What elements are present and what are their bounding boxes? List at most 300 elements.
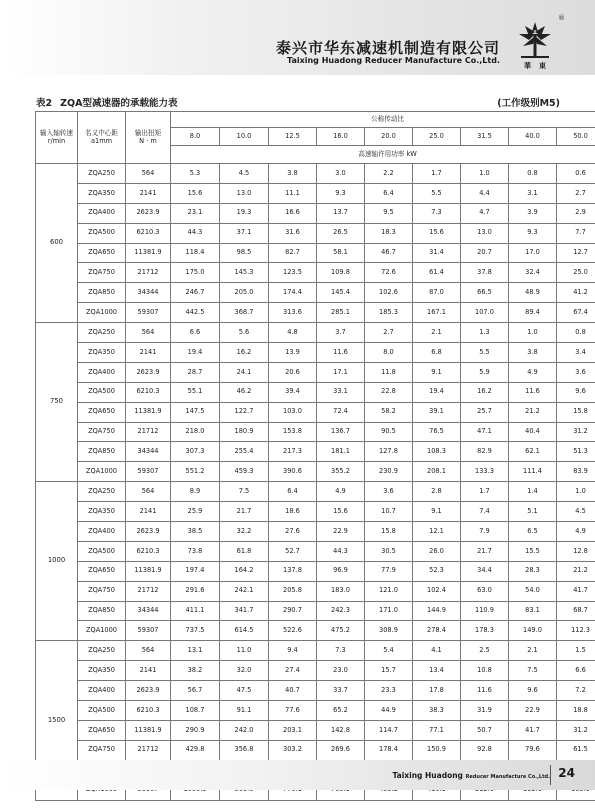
- power-cell: 62.1: [509, 442, 557, 462]
- power-cell: 6.5: [509, 522, 557, 542]
- power-cell: 6.4: [365, 183, 413, 203]
- power-cell: 39.1: [413, 402, 461, 422]
- power-cell: 171.0: [365, 601, 413, 621]
- power-cell: 47.1: [461, 422, 509, 442]
- table-row: [36, 402, 595, 422]
- power-cell: 23.1: [171, 203, 220, 223]
- power-cell: 16.6: [269, 203, 317, 223]
- power-cell: 123.5: [269, 263, 317, 283]
- power-cell: 9.1: [413, 502, 461, 522]
- power-cell: 178.4: [365, 740, 413, 760]
- power-cell: 442.5: [171, 303, 220, 323]
- power-cell: 13.7: [317, 203, 365, 223]
- power-cell: 34.4: [461, 561, 509, 581]
- model-cell: ZQA500: [78, 382, 126, 402]
- power-cell: 21.2: [557, 561, 595, 581]
- company-logo-icon: [515, 20, 555, 72]
- power-cell: 108.7: [171, 701, 220, 721]
- torque-cell: 6210.3: [126, 541, 171, 561]
- power-cell: 73.8: [171, 541, 220, 561]
- power-cell: 13.0: [461, 223, 509, 243]
- model-cell: ZQA350: [78, 183, 126, 203]
- power-cell: 32.4: [509, 263, 557, 283]
- table-row: [36, 561, 595, 581]
- power-cell: 285.1: [317, 303, 365, 323]
- power-cell: 13.1: [171, 641, 220, 661]
- power-cell: 1.5: [557, 641, 595, 661]
- model-cell: ZQA750: [78, 422, 126, 442]
- torque-cell: 6210.3: [126, 382, 171, 402]
- power-cell: 91.1: [220, 701, 269, 721]
- table-row: [36, 442, 595, 462]
- power-cell: 82.9: [461, 442, 509, 462]
- power-cell: 54.0: [509, 581, 557, 601]
- power-cell: 145.3: [220, 263, 269, 283]
- power-cell: 44.3: [171, 223, 220, 243]
- power-cell: 133.3: [461, 462, 509, 482]
- power-cell: 61.4: [413, 263, 461, 283]
- power-cell: 11.1: [269, 183, 317, 203]
- power-cell: 218.0: [171, 422, 220, 442]
- power-cell: 16.2: [461, 382, 509, 402]
- power-cell: 76.5: [413, 422, 461, 442]
- power-cell: 12.7: [557, 243, 595, 263]
- header-torque: 输出扭矩 N · m: [126, 112, 171, 164]
- power-cell: 38.2: [171, 661, 220, 681]
- speed-cell: 600: [36, 164, 78, 323]
- power-cell: 83.9: [557, 462, 595, 482]
- power-cell: 2.8: [413, 482, 461, 502]
- speed-cell: 1500: [36, 641, 78, 800]
- power-cell: 20.6: [269, 362, 317, 382]
- power-cell: 137.8: [269, 561, 317, 581]
- power-cell: 39.4: [269, 382, 317, 402]
- table-row: [36, 283, 595, 303]
- power-cell: 89.4: [509, 303, 557, 323]
- registered-mark: ®: [558, 14, 565, 22]
- model-cell: ZQA250: [78, 164, 126, 184]
- power-cell: 3.0: [317, 164, 365, 184]
- power-cell: 18.3: [365, 223, 413, 243]
- logo-text-right: 東: [539, 62, 546, 70]
- power-cell: 9.3: [509, 223, 557, 243]
- power-cell: 136.7: [317, 422, 365, 442]
- header-power: 高速轴许用功率 kW: [171, 146, 595, 164]
- model-cell: ZQA1000: [78, 303, 126, 323]
- power-cell: 4.9: [557, 522, 595, 542]
- table-row: [36, 621, 595, 641]
- model-cell: ZQA400: [78, 203, 126, 223]
- power-cell: 22.9: [317, 522, 365, 542]
- power-cell: 290.7: [269, 601, 317, 621]
- power-cell: 12.8: [557, 541, 595, 561]
- table-row: [36, 362, 595, 382]
- power-cell: 368.7: [220, 303, 269, 323]
- power-cell: 12.1: [413, 522, 461, 542]
- torque-cell: 21712: [126, 581, 171, 601]
- torque-cell: 2623.9: [126, 203, 171, 223]
- table-number: 表2: [36, 98, 53, 109]
- power-cell: 107.0: [461, 303, 509, 323]
- power-cell: 31.4: [413, 243, 461, 263]
- table-body: [36, 112, 595, 801]
- ratio-cell: 25.0: [413, 128, 461, 146]
- power-cell: 2.1: [413, 323, 461, 343]
- torque-cell: 2141: [126, 343, 171, 363]
- table-row: [36, 343, 595, 363]
- power-cell: 183.0: [317, 581, 365, 601]
- table-row: [36, 482, 595, 502]
- torque-cell: 564: [126, 482, 171, 502]
- power-cell: 65.2: [317, 701, 365, 721]
- power-cell: 3.1: [509, 183, 557, 203]
- power-cell: 108.3: [413, 442, 461, 462]
- model-cell: ZQA500: [78, 541, 126, 561]
- power-cell: 46.7: [365, 243, 413, 263]
- power-cell: 6.6: [557, 661, 595, 681]
- power-cell: 197.4: [171, 561, 220, 581]
- table-row: [36, 303, 595, 323]
- power-cell: 269.6: [317, 740, 365, 760]
- power-cell: 48.9: [509, 283, 557, 303]
- model-cell: ZQA750: [78, 740, 126, 760]
- power-cell: 6.8: [413, 343, 461, 363]
- torque-cell: 34344: [126, 283, 171, 303]
- power-cell: 18.6: [269, 502, 317, 522]
- model-cell: ZQA400: [78, 522, 126, 542]
- power-cell: 7.2: [557, 681, 595, 701]
- power-cell: 9.3: [317, 183, 365, 203]
- power-cell: 153.8: [269, 422, 317, 442]
- torque-cell: 11381.9: [126, 720, 171, 740]
- ratio-cell: 40.0: [509, 128, 557, 146]
- power-cell: 356.8: [220, 740, 269, 760]
- power-cell: 242.1: [220, 581, 269, 601]
- power-cell: 21.7: [220, 502, 269, 522]
- power-cell: 32.0: [220, 661, 269, 681]
- torque-cell: 6210.3: [126, 223, 171, 243]
- power-cell: 9.1: [413, 362, 461, 382]
- table-row: [36, 203, 595, 223]
- power-cell: 737.5: [171, 621, 220, 641]
- power-cell: 11.0: [220, 641, 269, 661]
- power-cell: 5.1: [509, 502, 557, 522]
- ratio-cell: 50.0: [557, 128, 595, 146]
- table-title: ZQA型减速器的承载能力表: [60, 98, 178, 109]
- model-cell: ZQA850: [78, 442, 126, 462]
- power-cell: 2.7: [557, 183, 595, 203]
- power-cell: 185.3: [365, 303, 413, 323]
- table-row: [36, 243, 595, 263]
- power-cell: 22.9: [509, 701, 557, 721]
- table-row: [36, 740, 595, 760]
- power-cell: 44.9: [365, 701, 413, 721]
- power-cell: 475.2: [317, 621, 365, 641]
- model-cell: ZQA400: [78, 362, 126, 382]
- power-cell: 56.7: [171, 681, 220, 701]
- torque-cell: 21712: [126, 263, 171, 283]
- footer-company: [393, 771, 550, 780]
- power-cell: 55.1: [171, 382, 220, 402]
- power-cell: 3.9: [509, 203, 557, 223]
- torque-cell: 11381.9: [126, 561, 171, 581]
- torque-cell: 2623.9: [126, 681, 171, 701]
- work-grade: (工作级别M5): [497, 98, 560, 109]
- ratio-cell: 8.0: [171, 128, 220, 146]
- table-row: [36, 422, 595, 442]
- power-cell: 26.5: [317, 223, 365, 243]
- capacity-table: [35, 111, 595, 801]
- power-cell: 23.3: [365, 681, 413, 701]
- power-cell: 66.5: [461, 283, 509, 303]
- power-cell: 429.8: [171, 740, 220, 760]
- power-cell: 174.4: [269, 283, 317, 303]
- power-cell: 9.4: [269, 641, 317, 661]
- power-cell: 25.7: [461, 402, 509, 422]
- power-cell: 7.3: [413, 203, 461, 223]
- power-cell: 77.9: [365, 561, 413, 581]
- model-cell: ZQA500: [78, 223, 126, 243]
- power-cell: 1.7: [413, 164, 461, 184]
- torque-cell: 21712: [126, 740, 171, 760]
- power-cell: 109.8: [317, 263, 365, 283]
- power-cell: 208.1: [413, 462, 461, 482]
- power-cell: 8.0: [365, 343, 413, 363]
- power-cell: 1.0: [509, 323, 557, 343]
- power-cell: 2.7: [365, 323, 413, 343]
- power-cell: 4.1: [413, 641, 461, 661]
- power-cell: 122.7: [220, 402, 269, 422]
- power-cell: 290.9: [171, 720, 220, 740]
- model-cell: ZQA650: [78, 243, 126, 263]
- torque-cell: 2141: [126, 502, 171, 522]
- power-cell: 13.0: [220, 183, 269, 203]
- power-cell: 180.9: [220, 422, 269, 442]
- footer-company-small: Reducer Manufacture Co.,Ltd.: [465, 774, 550, 780]
- power-cell: 142.8: [317, 720, 365, 740]
- power-cell: 46.2: [220, 382, 269, 402]
- power-cell: 1.4: [509, 482, 557, 502]
- power-cell: 103.0: [269, 402, 317, 422]
- header-ratio: 公称传动比: [171, 112, 595, 128]
- power-cell: 4.9: [317, 482, 365, 502]
- power-cell: 205.0: [220, 283, 269, 303]
- power-cell: 4.9: [509, 362, 557, 382]
- power-cell: 15.6: [413, 223, 461, 243]
- power-cell: 2.5: [461, 641, 509, 661]
- power-cell: 242.3: [317, 601, 365, 621]
- power-cell: 111.4: [509, 462, 557, 482]
- table-row: [36, 263, 595, 283]
- model-cell: ZQA650: [78, 402, 126, 422]
- power-cell: 255.4: [220, 442, 269, 462]
- power-cell: 96.9: [317, 561, 365, 581]
- power-cell: 19.4: [171, 343, 220, 363]
- power-cell: 7.5: [220, 482, 269, 502]
- torque-cell: 59307: [126, 621, 171, 641]
- power-cell: 147.5: [171, 402, 220, 422]
- power-cell: 6.6: [171, 323, 220, 343]
- power-cell: 72.6: [365, 263, 413, 283]
- torque-cell: 11381.9: [126, 402, 171, 422]
- model-cell: ZQA650: [78, 720, 126, 740]
- power-cell: 1.0: [461, 164, 509, 184]
- power-cell: 16.2: [220, 343, 269, 363]
- power-cell: 11.6: [317, 343, 365, 363]
- power-cell: 112.3: [557, 621, 595, 641]
- torque-cell: 59307: [126, 462, 171, 482]
- power-cell: 44.3: [317, 541, 365, 561]
- power-cell: 13.4: [413, 661, 461, 681]
- power-cell: 313.6: [269, 303, 317, 323]
- power-cell: 114.7: [365, 720, 413, 740]
- power-cell: 459.3: [220, 462, 269, 482]
- power-cell: 40.4: [509, 422, 557, 442]
- torque-cell: 2141: [126, 661, 171, 681]
- power-cell: 21.2: [509, 402, 557, 422]
- power-cell: 127.8: [365, 442, 413, 462]
- table-row: [36, 502, 595, 522]
- power-cell: 390.6: [269, 462, 317, 482]
- power-cell: 5.6: [220, 323, 269, 343]
- power-cell: 17.1: [317, 362, 365, 382]
- power-cell: 30.5: [365, 541, 413, 561]
- power-cell: 3.7: [317, 323, 365, 343]
- power-cell: 5.9: [461, 362, 509, 382]
- power-cell: 90.5: [365, 422, 413, 442]
- power-cell: 28.7: [171, 362, 220, 382]
- power-cell: 63.0: [461, 581, 509, 601]
- torque-cell: 564: [126, 323, 171, 343]
- power-cell: 92.8: [461, 740, 509, 760]
- power-cell: 19.4: [413, 382, 461, 402]
- power-cell: 2.9: [557, 203, 595, 223]
- power-cell: 31.6: [269, 223, 317, 243]
- power-cell: 9.6: [557, 382, 595, 402]
- power-cell: 15.8: [365, 522, 413, 542]
- torque-cell: 34344: [126, 442, 171, 462]
- power-cell: 7.3: [317, 641, 365, 661]
- logo-text-left: 華: [524, 62, 531, 70]
- power-cell: 1.7: [461, 482, 509, 502]
- power-cell: 242.0: [220, 720, 269, 740]
- power-cell: 0.8: [557, 323, 595, 343]
- power-cell: 3.8: [269, 164, 317, 184]
- speed-cell: 750: [36, 323, 78, 482]
- power-cell: 41.7: [557, 581, 595, 601]
- torque-cell: 2623.9: [126, 362, 171, 382]
- power-cell: 26.0: [413, 541, 461, 561]
- model-cell: ZQA650: [78, 561, 126, 581]
- torque-cell: 59307: [126, 303, 171, 323]
- model-cell: ZQA850: [78, 283, 126, 303]
- power-cell: 2.1: [509, 641, 557, 661]
- power-cell: 4.8: [269, 323, 317, 343]
- power-cell: 10.7: [365, 502, 413, 522]
- power-cell: 38.5: [171, 522, 220, 542]
- power-cell: 144.9: [413, 601, 461, 621]
- power-cell: 17.0: [509, 243, 557, 263]
- model-cell: ZQA1000: [78, 621, 126, 641]
- power-cell: 145.4: [317, 283, 365, 303]
- power-cell: 551.2: [171, 462, 220, 482]
- torque-cell: 34344: [126, 601, 171, 621]
- torque-cell: 11381.9: [126, 243, 171, 263]
- power-cell: 178.3: [461, 621, 509, 641]
- company-name-cn: 泰兴市华东减速机制造有限公司: [275, 39, 500, 57]
- power-cell: 10.8: [461, 661, 509, 681]
- power-cell: 230.9: [365, 462, 413, 482]
- power-cell: 4.5: [220, 164, 269, 184]
- power-cell: 205.8: [269, 581, 317, 601]
- power-cell: 522.6: [269, 621, 317, 641]
- ratio-cell: 20.0: [365, 128, 413, 146]
- power-cell: 77.6: [269, 701, 317, 721]
- model-cell: ZQA400: [78, 681, 126, 701]
- power-cell: 52.3: [413, 561, 461, 581]
- table-row: [36, 681, 595, 701]
- power-cell: 20.7: [461, 243, 509, 263]
- power-cell: 11.6: [461, 681, 509, 701]
- power-cell: 203.1: [269, 720, 317, 740]
- table-row: [36, 223, 595, 243]
- table-row: [36, 323, 595, 343]
- power-cell: 37.8: [461, 263, 509, 283]
- table-row: [36, 541, 595, 561]
- power-cell: 4.4: [461, 183, 509, 203]
- power-cell: 87.0: [413, 283, 461, 303]
- ratio-cell: 12.5: [269, 128, 317, 146]
- table-row: [36, 164, 595, 184]
- power-cell: 341.7: [220, 601, 269, 621]
- power-cell: 51.3: [557, 442, 595, 462]
- model-cell: ZQA500: [78, 701, 126, 721]
- ratio-cell: 10.0: [220, 128, 269, 146]
- power-cell: 1.0: [557, 482, 595, 502]
- power-cell: 72.4: [317, 402, 365, 422]
- model-cell: ZQA1000: [78, 462, 126, 482]
- torque-cell: 2141: [126, 183, 171, 203]
- power-cell: 7.7: [557, 223, 595, 243]
- power-cell: 1.3: [461, 323, 509, 343]
- power-cell: 24.1: [220, 362, 269, 382]
- power-cell: 41.7: [509, 720, 557, 740]
- power-cell: 4.5: [557, 502, 595, 522]
- power-cell: 77.1: [413, 720, 461, 740]
- power-cell: 411.1: [171, 601, 220, 621]
- power-cell: 5.4: [365, 641, 413, 661]
- power-cell: 31.2: [557, 422, 595, 442]
- power-cell: 217.3: [269, 442, 317, 462]
- power-cell: 11.8: [365, 362, 413, 382]
- speed-cell: 1000: [36, 482, 78, 641]
- power-cell: 121.0: [365, 581, 413, 601]
- power-cell: 82.7: [269, 243, 317, 263]
- power-cell: 22.8: [365, 382, 413, 402]
- power-cell: 2.2: [365, 164, 413, 184]
- power-cell: 0.8: [509, 164, 557, 184]
- power-cell: 32.2: [220, 522, 269, 542]
- table-row: [36, 522, 595, 542]
- power-cell: 181.1: [317, 442, 365, 462]
- power-cell: 68.7: [557, 601, 595, 621]
- table-row: [36, 462, 595, 482]
- power-cell: 102.4: [413, 581, 461, 601]
- model-cell: ZQA250: [78, 641, 126, 661]
- table-row: [36, 601, 595, 621]
- power-cell: 110.9: [461, 601, 509, 621]
- table-row: [36, 720, 595, 740]
